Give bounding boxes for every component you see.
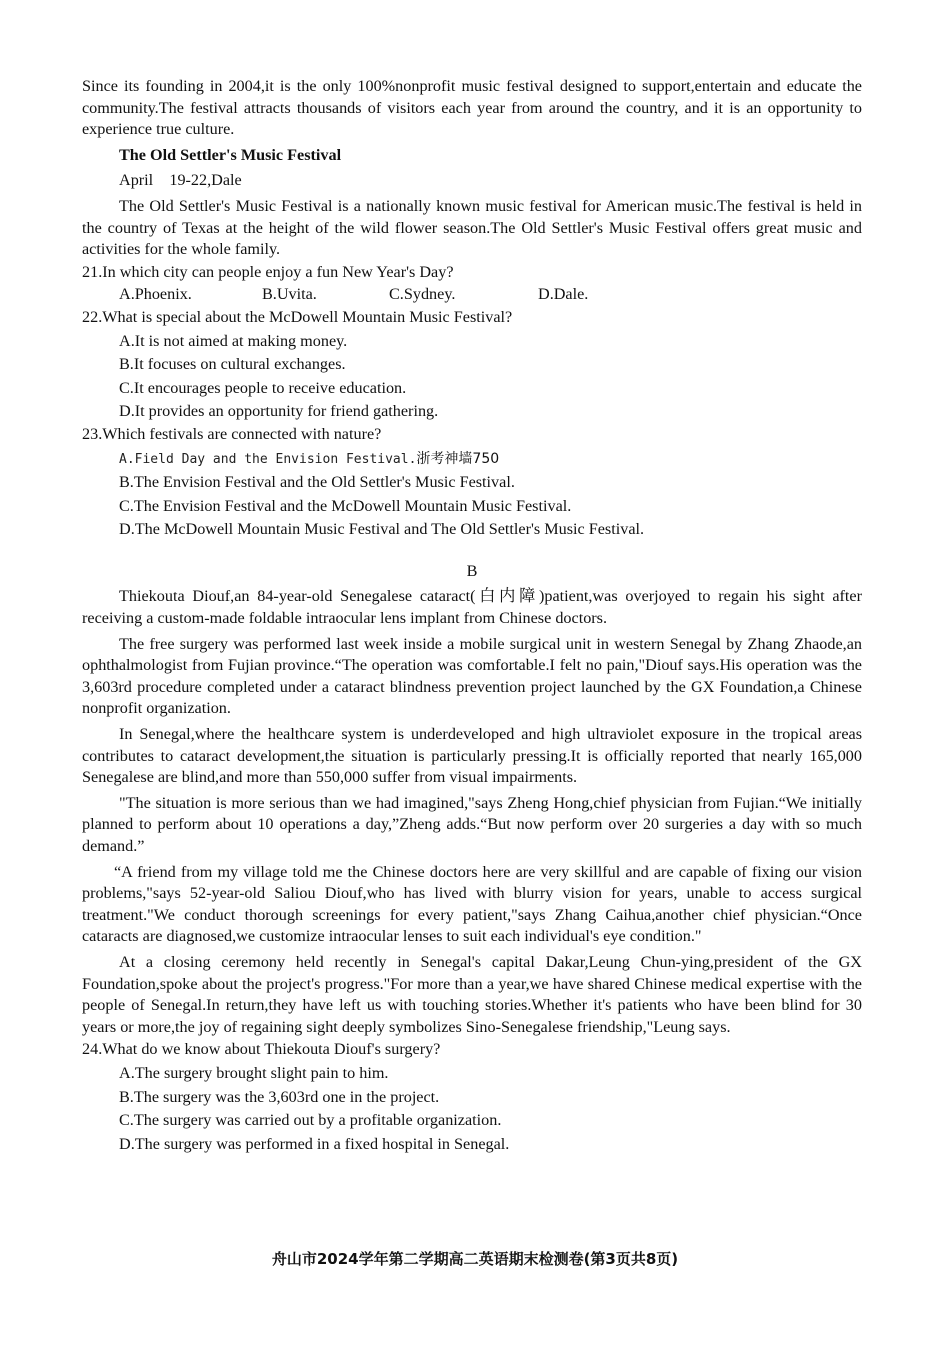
- q24-option-b: B.The surgery was the 3,603rd one in the project.: [119, 1087, 440, 1106]
- page-footer: 舟山市2024学年第二学期高二英语期末检测卷(第3页共8页): [271, 1250, 679, 1268]
- q22-option-b: B.It focuses on cultural exchanges.: [119, 355, 346, 374]
- q21-option-c: C.Sydney.: [389, 285, 456, 304]
- q21-option-a: A.Phoenix.: [119, 285, 192, 304]
- question-21-stem: 21.In which city can people enjoy a fun New Year's Day?: [82, 262, 454, 281]
- q24-option-a: A.The surgery brought slight pain to him.: [119, 1063, 389, 1082]
- question-21-options: [119, 284, 862, 306]
- festival-title: The Old Settler's Music Festival: [119, 145, 342, 164]
- section-b-paragraph: Thiekouta Diouf,an 84-year-old Senegalese cataract(白内障)patient,was overjoyed to regain his sight after receiving a custom-made foldable intraocular lens implant from Chinese doctors.: [82, 587, 862, 628]
- q23-option-c: C.The Envision Festival and the McDowell Mountain Music Festival.: [119, 496, 572, 515]
- q23-option-a: A.Field Day and the Envision Festival.: [119, 451, 417, 467]
- q23-option-b: B.The Envision Festival and the Old Settler's Music Festival.: [119, 473, 515, 492]
- watermark-text: 浙考神墙750: [416, 450, 500, 467]
- q22-option-d: D.It provides an opportunity for friend gathering.: [119, 402, 439, 421]
- section-b-paragraph: In Senegal,where the healthcare system is underdeveloped and high ultraviolet exposure in the tropical areas contributes to cataract development,the situation is particularly pressing.It is officially reported that nearly 165,000 Senegalese are blind,and more than 550,000 suffer from visual impairments.: [82, 725, 862, 787]
- section-b-paragraph: “A friend from my village told me the Chinese doctors here are very skillful and are capable of fixing our vision problems,"says 52-year-old Saliou Diouf,who has lived with blurry vision for years, unable to access surgical treatment."We conduct thorough screenings for every patient,"says Zhang Caihua,another chief physician.“Once cataracts are diagnosed,we customize intraocular lenses to suit each individual's eye condition.": [82, 862, 862, 946]
- q24-option-d: D.The surgery was performed in a fixed hospital in Senegal.: [119, 1134, 510, 1153]
- q24-option-c: C.The surgery was carried out by a profitable organization.: [119, 1111, 502, 1130]
- section-b-paragraph: "The situation is more serious than we had imagined,"says Zheng Hong,chief physician from Fujian.“We initially planned to perform about 10 operations a day,”Zheng adds.“But now perform over 20 surgeries a day with so much demand.”: [82, 793, 862, 855]
- section-b-paragraph: The free surgery was performed last week inside a mobile surgical unit in western Senegal by Zhang Zhaode,an ophthalmologist from Fujian province.“The operation was comfortable.I felt no pain,"Diouf says.His operation was the 3,603rd procedure completed under a cataract blindness prevention project launched by the GX Foundation,a Chinese nonprofit organization.: [82, 634, 862, 718]
- section-b-label: B: [466, 561, 478, 580]
- q22-option-a: A.It is not aimed at making money.: [119, 331, 348, 350]
- question-22-stem: 22.What is special about the McDowell Mountain Music Festival?: [82, 307, 513, 326]
- intro-paragraph: Since its founding in 2004,it is the only 100%nonprofit music festival designed to support,entertain and educate the community.The festival attracts thousands of visitors each year from around the country, and it is an opportunity to experience true culture.: [82, 77, 862, 139]
- exam-page: [82, 76, 862, 1155]
- section-b-paragraph: At a closing ceremony held recently in Senegal's capital Dakar,Leung Chun-ying,president of the GX Foundation,spoke about the project's progress."For more than a year,we have shared Chinese medical expertise with the people of Senegal.In return,they have left us with touching stories.Whether it's patients who have been blind for 30 years or more,the joy of regaining sight deeply symbolizes Sino-Senegalese friendship,"Leung says.: [82, 952, 862, 1036]
- q23-option-d: D.The McDowell Mountain Music Festival and The Old Settler's Music Festival.: [119, 520, 645, 539]
- q21-option-b: B.Uvita.: [262, 285, 317, 304]
- q21-option-d: D.Dale.: [538, 285, 589, 304]
- question-24-stem: 24.What do we know about Thiekouta Diouf's surgery?: [82, 1040, 441, 1059]
- q22-option-c: C.It encourages people to receive education.: [119, 378, 407, 397]
- question-23-stem: 23.Which festivals are connected with nature?: [82, 424, 382, 443]
- festival-date: April 19-22,Dale: [119, 171, 242, 190]
- q23-option-a-line: [119, 448, 862, 471]
- festival-description: The Old Settler's Music Festival is a nationally known music festival for American music.The festival is held in the country of Texas at the height of the wild flower season.The Old Settler's Music Festival offers great music and activities for the whole family.: [82, 196, 862, 259]
